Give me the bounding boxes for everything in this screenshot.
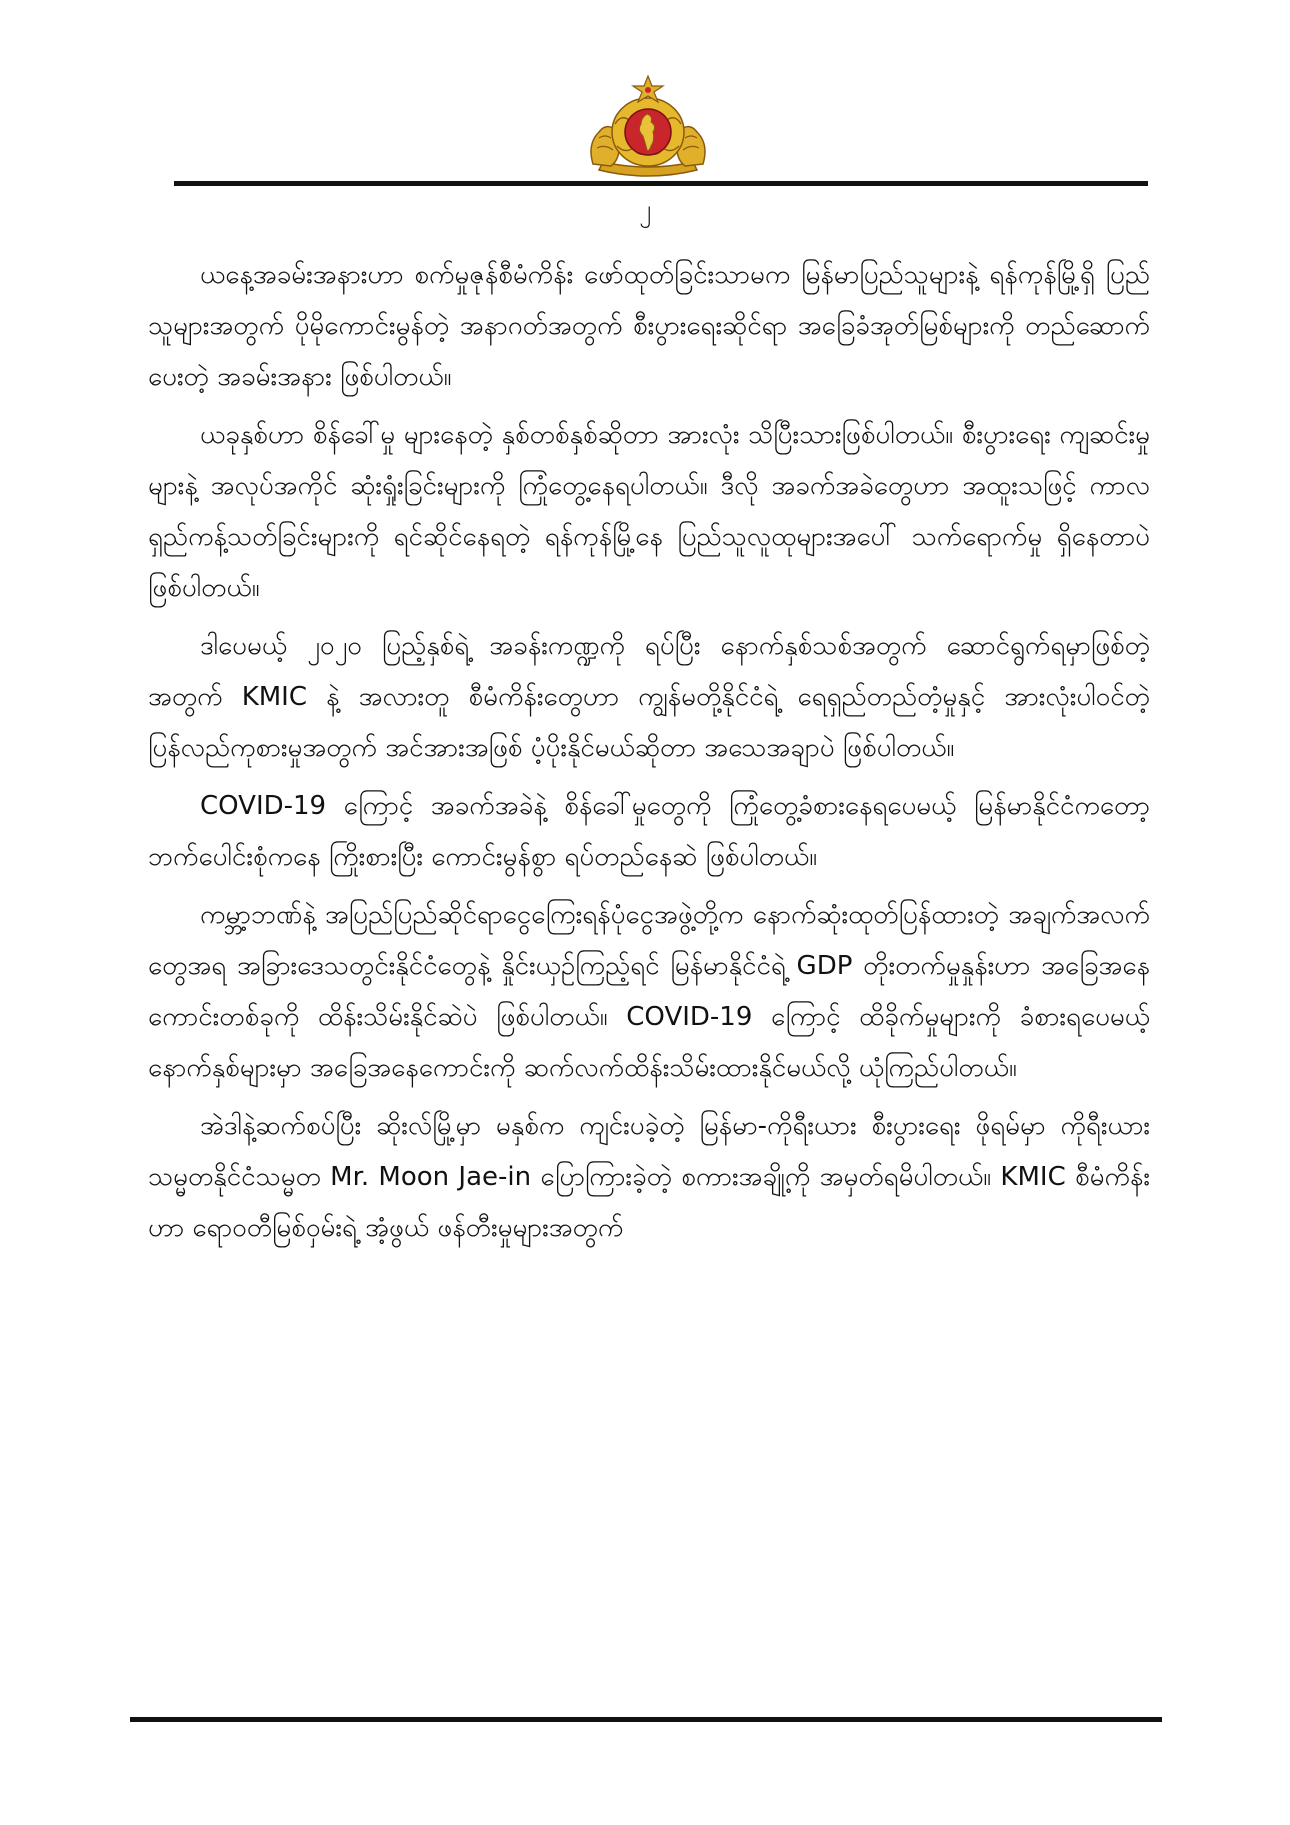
footer-rule [130, 1717, 1162, 1722]
state-seal-emblem [585, 74, 711, 180]
paragraph-3: ဒါပေမယ့် ၂၀၂၀ ပြည့်နှစ်ရဲ့ အခန်းကဏ္ဍကို ရပ်ပြီး နောက်နှစ်သစ်အတွက် ဆောင်ရွက်ရမှာဖြစ်တဲ့အတွက် KMIC နဲ့ အလားတူ စီမံကိန်းတွေဟာ ကျွန်မတို့နိုင်ငံရဲ့ ရေရှည်တည်တံ့မှုနှင့် အားလုံးပါဝင်တဲ့ ပြန်လည်ကုစားမှုအတွက် အင်အားအဖြစ် ပံ့ပိုးနိုင်မယ်ဆိုတာ အသေအချာပဲ ဖြစ်ပါတယ်။ [148, 631, 1150, 763]
paragraph-1: ယနေ့အခမ်းအနားဟာ စက်မှုဇုန်စီမံကိန်း ဖော်ထုတ်ခြင်းသာမက မြန်မာပြည်သူများနဲ့ ရန်ကုန်မြို့ရှိ ပြည်သူများအတွက် ပိုမိုကောင်းမွန်တဲ့ အနာဂတ်အတွက် စီးပွားရေးဆိုင်ရာ အခြေခံအုတ်မြစ်များကို တည်ဆောက်ပေးတဲ့ အခမ်းအနား ဖြစ်ပါတယ်။ [148, 260, 1150, 392]
paragraph-5: ကမ္ဘာ့ဘဏ်နဲ့ အပြည်ပြည်ဆိုင်ရာငွေကြေးရန်ပုံငွေအဖွဲ့တို့က နောက်ဆုံးထုတ်ပြန်ထားတဲ့ အချက်အလက်တွေအရ အခြားဒေသတွင်းနိုင်ငံတွေနဲ့ နှိုင်းယှဉ်ကြည့်ရင် မြန်မာနိုင်ငံရဲ့ GDP တိုးတက်မှုနှုန်းဟာ အခြေအနေကောင်းတစ်ခုကို ထိန်းသိမ်းနိုင်ဆဲပဲ ဖြစ်ပါတယ်။ COVID-19 ကြောင့် ထိခိုက်မှုများကို ခံစားရပေမယ့် နောက်နှစ်များမှာ အခြေအနေကောင်းကို ဆက်လက်ထိန်းသိမ်းထားနိုင်မယ်လို့ ယုံကြည်ပါတယ်။ [148, 900, 1150, 1083]
paragraph-6: အဲဒါနဲ့ဆက်စပ်ပြီး ဆိုးလ်မြို့မှာ မနှစ်က ကျင်းပခဲ့တဲ့ မြန်မာ-ကိုရီးယား စီးပွားရေး ဖိုရမ်မှာ ကိုရီးယားသမ္မတနိုင်ငံသမ္မတ Mr. Moon Jae-in ပြောကြားခဲ့တဲ့ စကားအချို့ကို အမှတ်ရမိပါတယ်။ KMIC စီမံကိန်းဟာ ရောဝတီမြစ်ဝှမ်းရဲ့ အံ့ဖွယ် ဖန်တီးမှုများအတွက် [148, 1111, 1150, 1243]
paragraph-4: COVID-19 ကြောင့် အခက်အခဲနဲ့ စိန်ခေါ်မှုတွေကို ကြုံတွေ့ခံစားနေရပေမယ့် မြန်မာနိုင်ငံကတော့ ဘက်ပေါင်းစုံကနေ ကြိုးစားပြီး ကောင်းမွန်စွာ ရပ်တည်နေဆဲ ဖြစ်ပါတယ်။ [148, 791, 1150, 872]
document-body [148, 250, 1150, 1261]
page-number: ၂ [639, 195, 651, 223]
paragraph-2: ယခုနှစ်ဟာ စိန်ခေါ်မှု များနေတဲ့ နှစ်တစ်နှစ်ဆိုတာ အားလုံး သိပြီးသားဖြစ်ပါတယ်။ စီးပွားရေး ကျဆင်းမှုများနဲ့ အလုပ်အကိုင် ဆုံးရှုံးခြင်းများကို ကြုံတွေ့နေရပါတယ်။ ဒီလို အခက်အခဲတွေဟာ အထူးသဖြင့် ကာလရှည်ကန့်သတ်ခြင်းများကို ရင်ဆိုင်နေရတဲ့ ရန်ကုန်မြို့နေ ပြည်သူလူထုများအပေါ် သက်ရောက်မှု ရှိနေတာပဲဖြစ်ပါတယ်။ [148, 420, 1150, 603]
header-rule [174, 181, 1148, 186]
